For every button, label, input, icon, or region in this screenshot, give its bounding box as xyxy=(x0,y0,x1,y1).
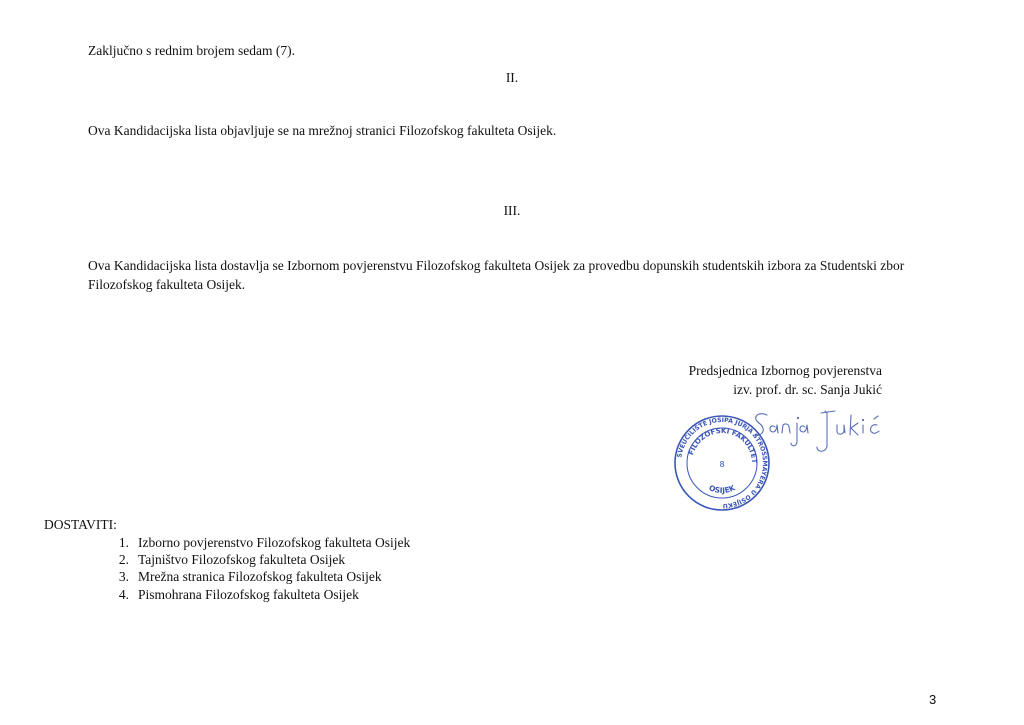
distribution-list xyxy=(108,534,410,603)
list-item-number: 4. xyxy=(118,586,129,602)
section-heading-iii: III. xyxy=(503,203,521,218)
list-item xyxy=(108,586,410,603)
list-item-text: Izborno povjerenstvo Filozofskog fakulteta Osijek xyxy=(138,535,411,550)
list-item-number: 3. xyxy=(118,569,129,585)
list-item xyxy=(108,551,410,568)
closing-sentence: Zaključno s rednim brojem sedam (7). xyxy=(88,43,295,58)
faculty-stamp xyxy=(672,413,772,513)
signature-block xyxy=(689,361,882,399)
list-item-text: Tajništvo Filozofskog fakulteta Osijek xyxy=(138,552,346,568)
signatory-name: izv. prof. dr. sc. Sanja Jukić xyxy=(733,382,882,397)
list-item xyxy=(108,568,410,585)
stamp-inner-text: FILOZOFSKI FAKULTET xyxy=(687,426,759,464)
publication-paragraph: Ova Kandidacijska lista objavljuje se na mrežnoj stranici Filozofskog fakulteta Osijek. xyxy=(88,123,557,138)
list-item-text: Pismohrana Filozofskog fakulteta Osijek xyxy=(138,586,359,602)
distribution-heading: DOSTAVITI: xyxy=(44,517,117,532)
section-heading-ii: II. xyxy=(505,70,519,85)
stamp-number: 8 xyxy=(719,460,725,469)
list-item xyxy=(108,534,410,551)
list-item-text: Mrežna stranica Filozofskog fakulteta Osijek xyxy=(138,569,382,585)
stamp-outer-text: SVEUČILIŠTE JOSIPA JURJA STROSSMAYERA U OSIJEKU xyxy=(676,416,769,510)
page-number: 3 xyxy=(929,692,937,707)
stamp-city: OSIJEK xyxy=(707,483,737,496)
list-item-number: 2. xyxy=(118,552,129,568)
list-item-number: 1. xyxy=(118,535,129,550)
delivery-paragraph: Ova Kandidacijska lista dostavlja se Izbornom povjerenstvu Filozofskog fakulteta Osijek za provedbu dopunskih studentskih izbora za Studentski zbor Filozofskog fakulteta Osijek. xyxy=(88,258,905,292)
signatory-title: Predsjednica Izbornog povjerenstva xyxy=(688,363,882,378)
